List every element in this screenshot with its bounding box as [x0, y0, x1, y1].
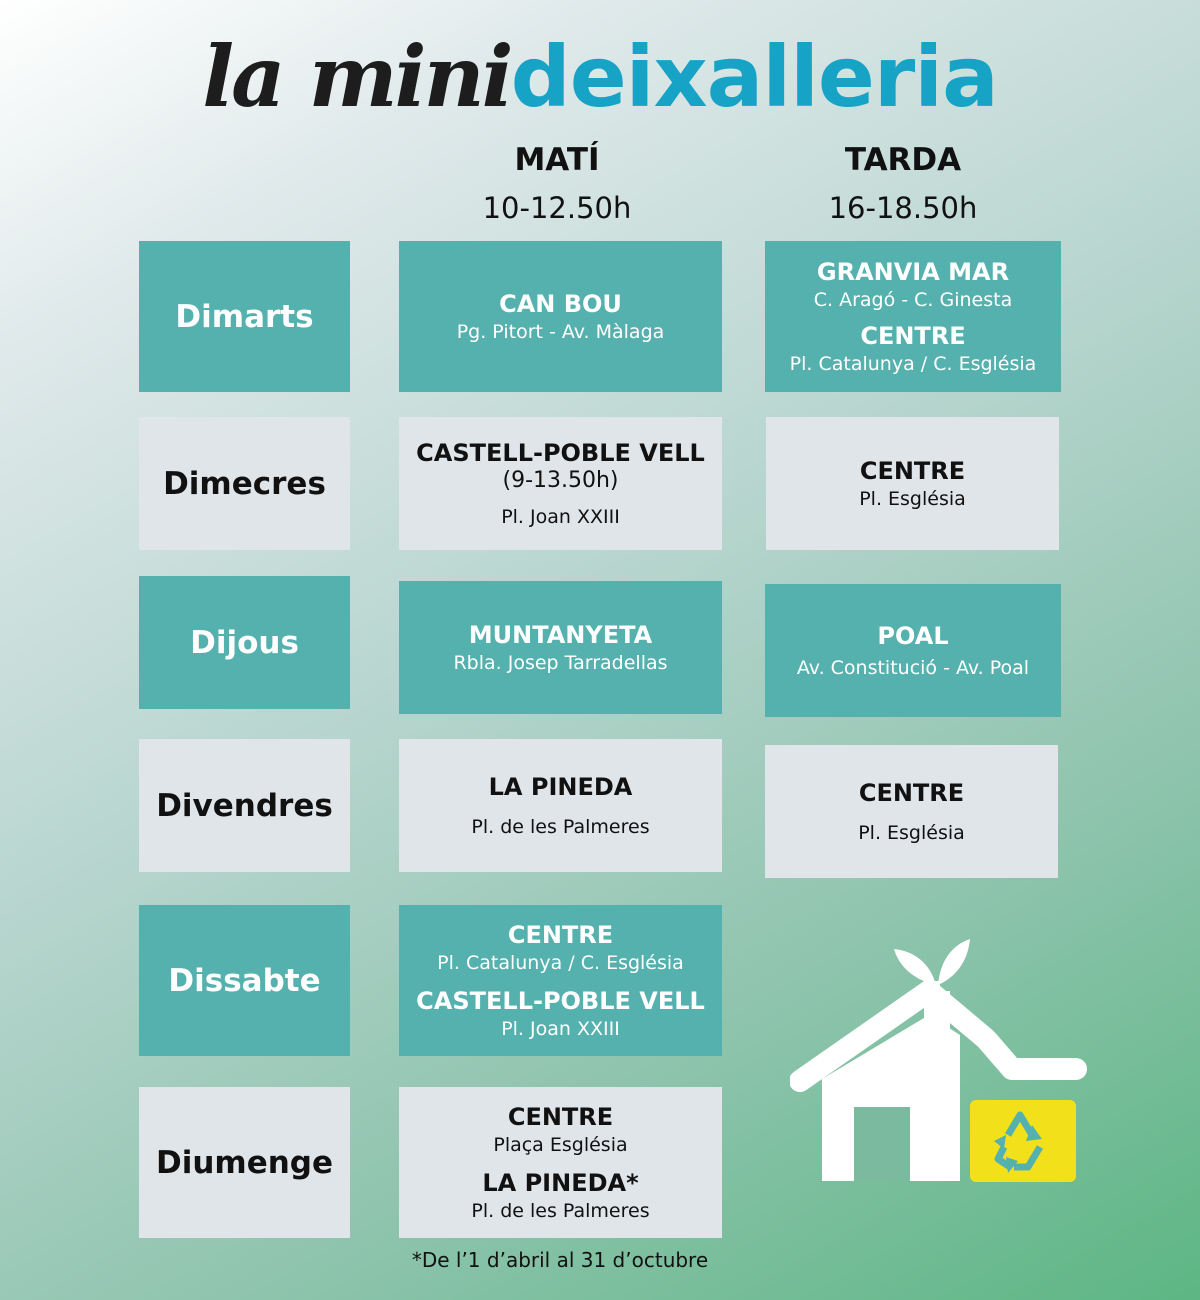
location-hours: (9-13.50h)	[502, 467, 619, 493]
location-address: Pl. de les Palmeres	[471, 815, 650, 838]
recycle-icon	[970, 1100, 1076, 1182]
location-address: Pl. Joan XXIII	[501, 1017, 620, 1040]
location-title: CENTRE	[859, 456, 966, 485]
day-diumenge: Diumenge	[139, 1087, 350, 1238]
slot-dijous-mati	[399, 581, 722, 714]
location-address: Pl. Església	[859, 487, 966, 510]
location-title: POAL	[877, 621, 949, 650]
location-address: Pl. Catalunya / C. Església	[789, 352, 1037, 375]
location-address: Pl. Església	[858, 821, 965, 844]
column-hours-tarda: 16-18.50h	[828, 191, 978, 225]
location-title: GRANVIA MAR	[816, 257, 1010, 286]
slot-dimecres-mati	[399, 417, 722, 550]
logo-part-mini: la mini	[202, 27, 511, 126]
location-title: CASTELL-POBLE VELL	[416, 986, 705, 1015]
slot-dimarts-mati	[399, 241, 722, 392]
slot-divendres-tarda	[765, 745, 1058, 878]
location-title: CENTRE	[507, 1102, 614, 1131]
footnote: *De l’1 d’abril al 31 d’octubre	[411, 1248, 709, 1272]
slot-diumenge-mati	[399, 1087, 722, 1238]
day-dimarts: Dimarts	[139, 241, 350, 392]
location-address: Pl. de les Palmeres	[471, 1199, 650, 1222]
location-title: CAN BOU	[499, 289, 622, 318]
location-title: LA PINEDA	[488, 772, 633, 801]
column-title-tarda: TARDA	[844, 142, 962, 178]
column-title-mati: MATÍ	[514, 142, 600, 178]
location-title: CENTRE	[507, 920, 614, 949]
location-address: Pl. Catalunya / C. Església	[437, 951, 684, 974]
slot-dimarts-tarda	[765, 241, 1061, 392]
house-illustration	[790, 935, 1090, 1195]
day-dijous: Dijous	[139, 576, 350, 709]
slot-divendres-mati	[399, 739, 722, 872]
location-address: Plaça Església	[493, 1133, 628, 1156]
location-address: Rbla. Josep Tarradellas	[453, 651, 668, 674]
column-hours-mati: 10-12.50h	[482, 191, 632, 225]
logo	[0, 22, 1200, 132]
slot-dissabte-mati	[399, 905, 722, 1056]
column-header-tarda	[738, 140, 1068, 230]
location-address: Pg. Pitort - Av. Màlaga	[456, 320, 665, 343]
day-divendres: Divendres	[139, 739, 350, 872]
location-title: CENTRE	[858, 778, 965, 807]
location-address: Av. Constitució - Av. Poal	[796, 656, 1030, 679]
logo-part-deixalleria: deixalleria	[510, 28, 998, 126]
location-title: CENTRE	[860, 321, 966, 350]
location-address: C. Aragó - C. Ginesta	[813, 288, 1013, 311]
location-title: MUNTANYETA	[468, 620, 653, 649]
location-title: LA PINEDA*	[482, 1168, 639, 1197]
slot-dimecres-tarda	[766, 417, 1059, 550]
column-header-mati	[392, 140, 722, 230]
location-address: Pl. Joan XXIII	[501, 505, 620, 528]
slot-dijous-tarda	[765, 584, 1061, 717]
location-title: CASTELL-POBLE VELL	[416, 438, 705, 467]
day-dissabte: Dissabte	[139, 905, 350, 1056]
day-dimecres: Dimecres	[139, 417, 350, 550]
